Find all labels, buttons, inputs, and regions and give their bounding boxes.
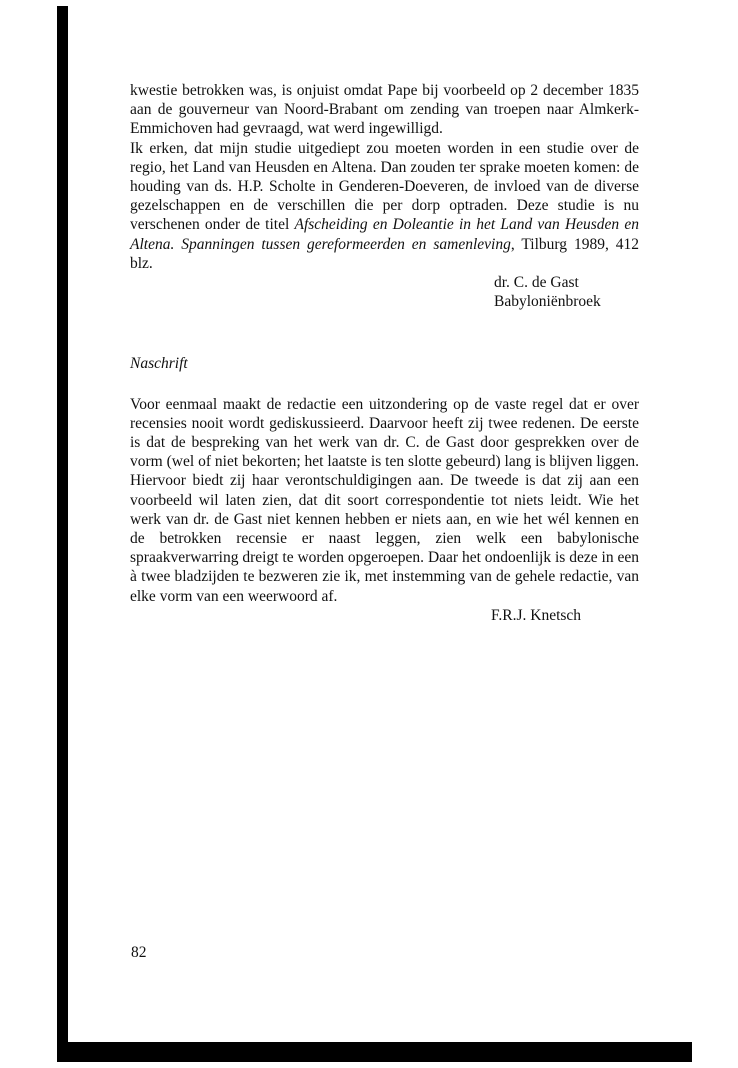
- letter-paragraph-2-tail: , Tilburg 1989, 412 blz.: [130, 235, 639, 272]
- scan-border-left: [57, 6, 68, 1056]
- page-number: 82: [131, 944, 147, 961]
- letter-paragraph-2: [130, 139, 639, 273]
- book-title: Afscheiding en Doleantie in het Land van Heusden en Altena. Spanningen tussen gereformeerden en samenleving: [130, 216, 639, 253]
- letter-paragraph-2-text: Ik erken, dat mijn studie uitgediept zou moeten worden in een studie over de regio, het Land van Heusden en Altena. Dan zouden ter sprake moeten komen: de houding van ds. H.P. Scholte in Genderen-Doeveren, de invloed van de diverse gezelschappen en de verschillen die per dorp optraden. Deze studie is nu verschenen onder de titel: [130, 139, 639, 234]
- postscript-body: Voor eenmaal maakt de redactie een uitzondering op de vaste regel dat er over recensies nooit wordt gediskussieerd. Daarvoor heeft zij twee redenen. De eerste is dat de bespreking van het werk van dr. C. de Gast door gesprekken over de vorm (wel of niet bekorten; het laatste is ten slotte gebeurd) lang is blijven liggen. Hiervoor biedt zij haar verontschuldigingen aan. De tweede is dat zij aan een voorbeeld wil laten zien, dat dit soort correspondentie tot niets leidt. Wie het werk van dr. de Gast niet kennen hebben er niets aan, en wie het wél kennen en de betrokken recensie er naast leggen, zien welk een babylonische spraakverwarring dreigt te worden opgeroepen. Daar het ondoenlijk is deze in een à twee bladzijden te bezweren zie ik, met instemming van de gehele redactie, van elke vorm van een weerwoord af.: [130, 395, 639, 605]
- page-content: [130, 81, 639, 625]
- postscript-signature: F.R.J. Knetsch: [491, 606, 582, 624]
- letter-signature-name: dr. C. de Gast: [494, 274, 579, 292]
- scan-border-bottom: [57, 1042, 692, 1062]
- letter-signature-place: Babyloniënbroek: [494, 293, 601, 311]
- letter-paragraph-1: kwestie betrokken was, is onjuist omdat Pape bij voorbeeld op 2 december 1835 aan de gouverneur van Noord-Brabant om zending van troepen naar Almkerk-Emmichoven had gevraagd, wat werd ingewilligd.: [130, 82, 639, 138]
- postscript-heading: Naschrift: [130, 355, 188, 373]
